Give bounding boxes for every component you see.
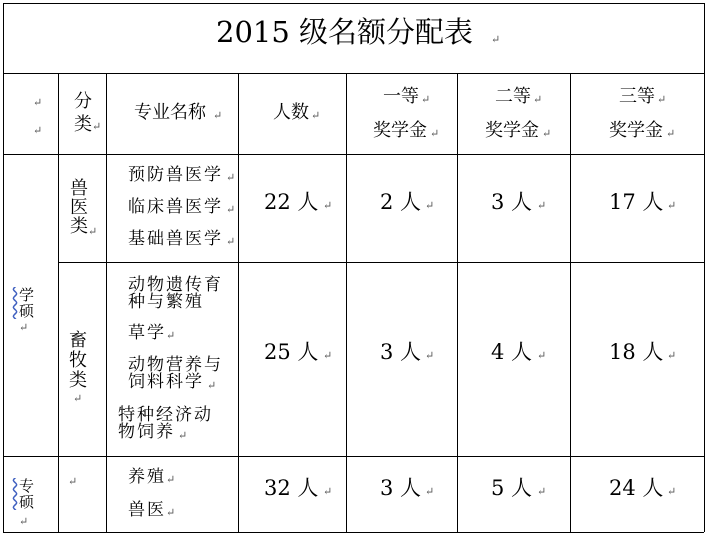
header-first-line1: 一等 — [383, 86, 419, 107]
row-separator-academic-professional — [3, 456, 704, 457]
table-border-bottom — [3, 532, 704, 533]
category-animal-line2: 牧 — [69, 350, 87, 371]
major-name: 兽医 — [128, 500, 166, 520]
paragraph-mark: ↵ — [430, 127, 440, 140]
table-title: 2015 级名额分配表 — [216, 15, 474, 49]
paragraph-mark: ↵ — [537, 485, 547, 498]
count-value: 22 人 — [264, 190, 319, 214]
major-name: 基础兽医学 — [128, 229, 223, 249]
paragraph-mark: ↵ — [68, 475, 78, 488]
third-prize-value: 24 人 — [609, 476, 664, 500]
first-prize-value: 3 人 — [380, 476, 422, 500]
paragraph-mark: ↵ — [19, 321, 29, 334]
header-first-line2: 奖学金 — [373, 120, 427, 141]
paragraph-mark: ↵ — [537, 199, 547, 212]
paragraph-mark: ↵ — [213, 109, 223, 122]
table-border-right — [704, 3, 705, 532]
major-name: 特种经济动 — [118, 405, 213, 425]
paragraph-mark: ↵ — [207, 379, 217, 392]
paragraph-mark: ↵ — [666, 127, 676, 140]
header-third-line2: 奖学金 — [609, 120, 663, 141]
major-name: 预防兽医学 — [128, 165, 223, 185]
row-separator-vet-animal — [58, 262, 704, 263]
column-line-5 — [457, 73, 458, 532]
paragraph-mark: ↵ — [73, 392, 83, 405]
paragraph-mark: ↵ — [425, 199, 435, 212]
major-name: 草学 — [128, 323, 166, 343]
paragraph-mark: ↵ — [425, 349, 435, 362]
category-animal-line1: 畜 — [69, 330, 87, 351]
third-prize-value: 17 人 — [609, 190, 664, 214]
group-academic-label: 学硕 — [17, 287, 35, 319]
paragraph-mark: ↵ — [226, 203, 236, 216]
second-prize-value: 5 人 — [491, 476, 533, 500]
category-vet-line1: 兽 — [70, 178, 88, 199]
major-name: 养殖 — [128, 467, 166, 487]
paragraph-mark: ↵ — [667, 485, 677, 498]
paragraph-mark: ↵ — [421, 93, 431, 106]
paragraph-mark: ↵ — [323, 485, 333, 498]
major-name: 物饲养 — [118, 422, 175, 442]
second-prize-value: 4 人 — [491, 340, 533, 364]
paragraph-mark: ↵ — [323, 199, 333, 212]
paragraph-mark: ↵ — [178, 429, 188, 442]
paragraph-mark: ↵ — [542, 127, 552, 140]
paragraph-mark: ↵ — [491, 33, 501, 46]
column-line-6 — [570, 73, 571, 532]
paragraph-mark: ↵ — [166, 506, 176, 519]
major-name: 饲料科学 — [128, 372, 204, 392]
table-border-left — [3, 3, 4, 532]
category-animal-line3: 类 — [69, 370, 87, 391]
third-prize-value: 18 人 — [609, 340, 664, 364]
count-value: 25 人 — [264, 340, 319, 364]
header-second-line1: 二等 — [495, 86, 531, 107]
table-border-top — [3, 3, 704, 4]
header-second-line2: 奖学金 — [485, 120, 539, 141]
major-name: 临床兽医学 — [128, 197, 223, 217]
paragraph-mark: ↵ — [88, 225, 98, 238]
major-name: 动物遗传育 — [128, 275, 223, 295]
column-line-3 — [238, 73, 239, 532]
paragraph-mark: ↵ — [657, 93, 667, 106]
paragraph-mark: ↵ — [323, 349, 333, 362]
header-category-line2: 类 — [74, 114, 92, 135]
header-major: 专业名称 — [134, 102, 206, 123]
paragraph-mark: ↵ — [311, 109, 321, 122]
category-vet-line2: 医 — [70, 197, 88, 218]
header-separator — [3, 154, 704, 155]
header-third-line1: 三等 — [619, 86, 655, 107]
major-name: 种与繁殖 — [128, 292, 204, 312]
paragraph-mark: ↵ — [226, 235, 236, 248]
header-count: 人数 — [273, 102, 309, 123]
paragraph-mark: ↵ — [166, 473, 176, 486]
title-separator — [3, 73, 704, 74]
major-name: 动物营养与 — [128, 355, 223, 375]
paragraph-mark: ↵ — [537, 349, 547, 362]
paragraph-mark: ↵ — [33, 96, 43, 109]
group-professional-label: 专硕 — [17, 478, 35, 510]
count-value: 32 人 — [264, 476, 319, 500]
paragraph-mark: ↵ — [226, 171, 236, 184]
paragraph-mark: ↵ — [19, 515, 29, 528]
paragraph-mark: ↵ — [667, 349, 677, 362]
column-line-1 — [58, 73, 59, 532]
second-prize-value: 3 人 — [491, 190, 533, 214]
first-prize-value: 2 人 — [380, 190, 422, 214]
paragraph-mark: ↵ — [33, 124, 43, 137]
header-category-line1: 分 — [74, 91, 92, 112]
column-line-2 — [106, 73, 107, 532]
paragraph-mark: ↵ — [166, 329, 176, 342]
paragraph-mark: ↵ — [667, 199, 677, 212]
paragraph-mark: ↵ — [533, 93, 543, 106]
category-vet-line3: 类 — [70, 216, 88, 237]
paragraph-mark: ↵ — [425, 485, 435, 498]
column-line-4 — [346, 73, 347, 532]
paragraph-mark: ↵ — [92, 120, 102, 133]
first-prize-value: 3 人 — [380, 340, 422, 364]
